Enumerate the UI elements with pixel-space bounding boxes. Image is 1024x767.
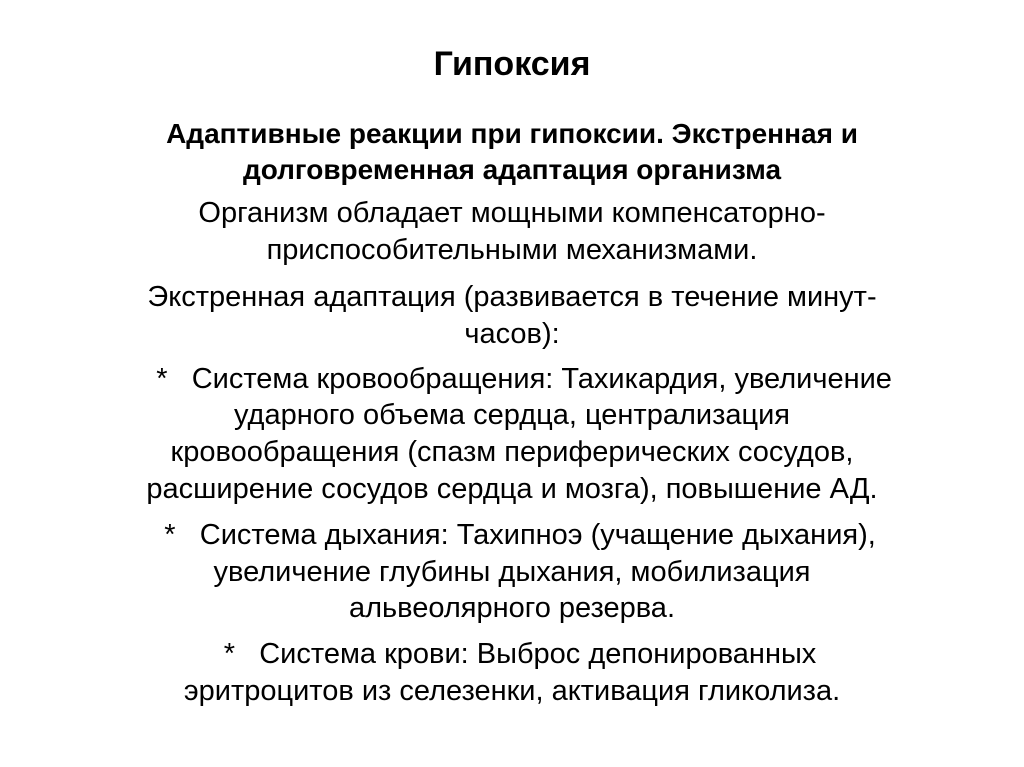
- bullet-blood: * Система крови: Выброс депонированных: [207, 638, 817, 670]
- body-line: ударного объема сердца, централизация: [233, 399, 791, 431]
- body-line: альвеолярного резерва.: [349, 592, 675, 624]
- body-line: приспособительными механизмами.: [266, 234, 758, 266]
- slide-title: Гипоксия: [433, 45, 591, 83]
- body-line: Экстренная адаптация (развивается в течение минут-: [147, 281, 877, 313]
- bullet-circulation: * Система кровообращения: Тахикардия, увеличение: [132, 363, 892, 395]
- body-line: увеличение глубины дыхания, мобилизация: [213, 556, 811, 588]
- body-line: кровообращения (спазм периферических сосудов,: [170, 436, 854, 468]
- body-line: расширение сосудов сердца и мозга), повышение АД.: [146, 473, 878, 505]
- slide-subtitle: Адаптивные реакции при гипоксии. Экстренная и долговременная адаптация организма: [166, 118, 858, 185]
- body-line: часов):: [464, 318, 560, 350]
- body-line: Организм обладает мощными компенсаторно-: [198, 197, 826, 229]
- body-line: эритроцитов из селезенки, активация гликолиза.: [183, 675, 841, 707]
- bullet-respiration: * Система дыхания: Тахипноэ (учащение дыхания),: [148, 519, 876, 551]
